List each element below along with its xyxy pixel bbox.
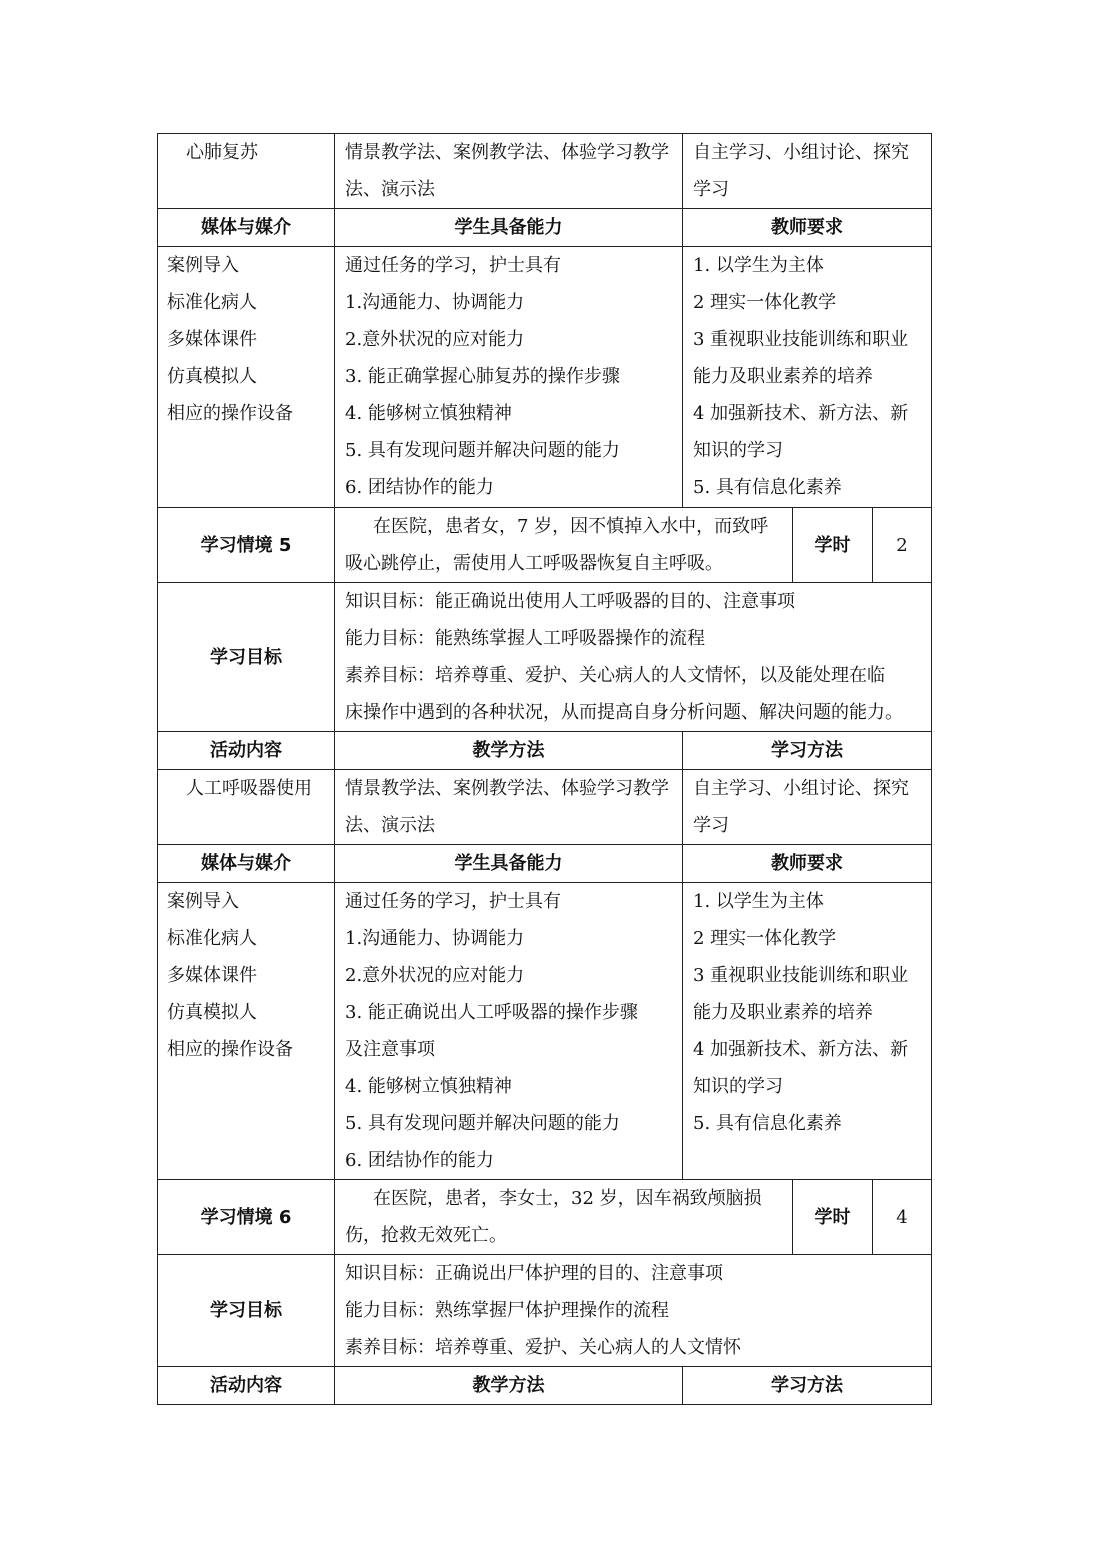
list-item: 相应的操作设备 [167, 1039, 293, 1060]
activity-header: 活动内容 [158, 1367, 335, 1405]
teaching-methods-cell: 情景教学法、案例教学法、体验学习教学法、演示法 [335, 134, 683, 209]
list-item: 1. 以学生为主体 [693, 255, 824, 276]
list-item: 能力及职业素养的培养 [693, 366, 873, 387]
ability-header: 学生具备能力 [335, 209, 683, 247]
teacher-header: 教师要求 [683, 209, 932, 247]
list-item: 4 加强新技术、新方法、新 [693, 1039, 909, 1060]
media-header: 媒体与媒介 [158, 209, 335, 247]
learning-header: 学习方法 [683, 732, 932, 770]
teacher-list [683, 247, 932, 508]
table-row [158, 508, 932, 583]
table-row [158, 583, 932, 732]
table-row [158, 134, 932, 209]
table-row [158, 1255, 932, 1367]
list-item: 2.意外状况的应对能力 [345, 329, 525, 350]
list-item: 仿真模拟人 [167, 366, 257, 387]
table-row [158, 209, 932, 247]
list-item: 3 重视职业技能训练和职业 [693, 965, 909, 986]
hours-label: 学时 [793, 1180, 873, 1255]
list-item: 通过任务的学习，护士具有 [345, 891, 561, 912]
learning-header: 学习方法 [683, 1367, 932, 1405]
list-item: 5. 具有发现问题并解决问题的能力 [345, 440, 620, 461]
situation-6-label: 学习情境 6 [158, 1180, 335, 1255]
table-row [158, 247, 932, 508]
goals-label: 学习目标 [158, 1255, 335, 1367]
list-item: 4. 能够树立慎独精神 [345, 403, 512, 424]
curriculum-table [157, 133, 932, 1405]
media-header: 媒体与媒介 [158, 845, 335, 883]
hours-value: 2 [873, 508, 932, 583]
list-item: 能力目标：能熟练掌握人工呼吸器操作的流程 [345, 628, 705, 649]
list-item: 相应的操作设备 [167, 403, 293, 424]
activity-cell: 人工呼吸器使用 [158, 770, 335, 845]
list-item: 案例导入 [167, 255, 239, 276]
table-row [158, 732, 932, 770]
situation-6-description: 在医院，患者，李女士，32 岁，因车祸致颅脑损伤，抢救无效死亡。 [335, 1180, 793, 1255]
teaching-header: 教学方法 [335, 1367, 683, 1405]
list-item: 5. 具有信息化素养 [693, 477, 842, 498]
list-item: 1. 以学生为主体 [693, 891, 824, 912]
list-item: 2.意外状况的应对能力 [345, 965, 525, 986]
list-item: 知识的学习 [693, 440, 783, 461]
hours-label: 学时 [793, 508, 873, 583]
goals-list [335, 1255, 932, 1367]
list-item: 仿真模拟人 [167, 1002, 257, 1023]
list-item: 5. 具有信息化素养 [693, 1113, 842, 1134]
list-item: 3 重视职业技能训练和职业 [693, 329, 909, 350]
list-item: 知识目标：正确说出尸体护理的目的、注意事项 [345, 1263, 723, 1284]
goals-label: 学习目标 [158, 583, 335, 732]
list-item: 能力及职业素养的培养 [693, 1002, 873, 1023]
list-item: 知识目标：能正确说出使用人工呼吸器的目的、注意事项 [345, 591, 795, 612]
table-row [158, 883, 932, 1180]
activity-cell: 心肺复苏 [158, 134, 335, 209]
list-item: 5. 具有发现问题并解决问题的能力 [345, 1113, 620, 1134]
table-row [158, 1367, 932, 1405]
list-item: 标准化病人 [167, 928, 257, 949]
teaching-header: 教学方法 [335, 732, 683, 770]
teacher-header: 教师要求 [683, 845, 932, 883]
hours-value: 4 [873, 1180, 932, 1255]
list-item: 及注意事项 [345, 1039, 435, 1060]
learning-methods-cell: 自主学习、小组讨论、探究学习 [683, 770, 932, 845]
list-item: 多媒体课件 [167, 965, 257, 986]
situation-5-label: 学习情境 5 [158, 508, 335, 583]
list-item: 4. 能够树立慎独精神 [345, 1076, 512, 1097]
list-item: 标准化病人 [167, 292, 257, 313]
list-item: 1.沟通能力、协调能力 [345, 928, 525, 949]
teacher-list [683, 883, 932, 1180]
list-item: 多媒体课件 [167, 329, 257, 350]
list-item: 素养目标：培养尊重、爱护、关心病人的人文情怀，以及能处理在临 [345, 665, 885, 686]
learning-methods-cell: 自主学习、小组讨论、探究学习 [683, 134, 932, 209]
list-item: 床操作中遇到的各种状况，从而提高自身分析问题、解决问题的能力。 [345, 702, 903, 723]
list-item: 2 理实一体化教学 [693, 928, 837, 949]
list-item: 案例导入 [167, 891, 239, 912]
media-list [158, 247, 335, 508]
ability-list [335, 883, 683, 1180]
list-item: 2 理实一体化教学 [693, 292, 837, 313]
list-item: 3. 能正确掌握心肺复苏的操作步骤 [345, 366, 620, 387]
ability-header: 学生具备能力 [335, 845, 683, 883]
list-item: 1.沟通能力、协调能力 [345, 292, 525, 313]
list-item: 素养目标：培养尊重、爱护、关心病人的人文情怀 [345, 1337, 741, 1358]
media-list [158, 883, 335, 1180]
table-row [158, 845, 932, 883]
list-item: 知识的学习 [693, 1076, 783, 1097]
list-item: 6. 团结协作的能力 [345, 477, 494, 498]
ability-list [335, 247, 683, 508]
list-item: 通过任务的学习，护士具有 [345, 255, 561, 276]
table-row [158, 1180, 932, 1255]
list-item: 6. 团结协作的能力 [345, 1150, 494, 1171]
list-item: 3. 能正确说出人工呼吸器的操作步骤 [345, 1002, 638, 1023]
situation-5-description: 在医院，患者女，7 岁，因不慎掉入水中，而致呼吸心跳停止，需使用人工呼吸器恢复自主呼吸。 [335, 508, 793, 583]
teaching-methods-cell: 情景教学法、案例教学法、体验学习教学法、演示法 [335, 770, 683, 845]
list-item: 4 加强新技术、新方法、新 [693, 403, 909, 424]
list-item: 能力目标：熟练掌握尸体护理操作的流程 [345, 1300, 669, 1321]
table-row [158, 770, 932, 845]
goals-list [335, 583, 932, 732]
activity-header: 活动内容 [158, 732, 335, 770]
